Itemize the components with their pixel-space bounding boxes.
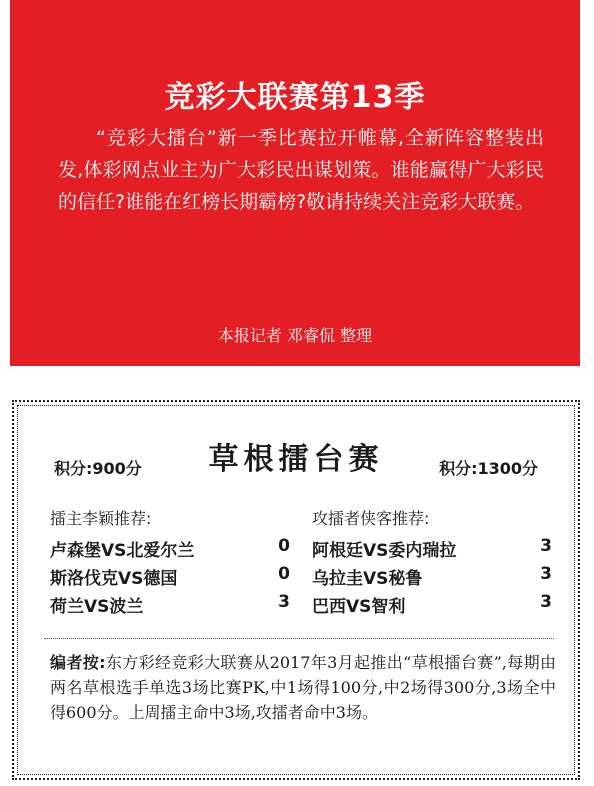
right-match-row — [312, 564, 552, 589]
grassroots-panel — [12, 400, 580, 780]
match-result: 3 — [278, 592, 290, 612]
right-match-row — [312, 592, 552, 617]
right-score: 积分:1300分 — [439, 459, 538, 478]
match-name: 卢森堡VS北爱尔兰 — [50, 541, 195, 561]
challenger-heading: 攻擂者侠客推荐: — [312, 509, 430, 528]
divider — [44, 638, 554, 639]
left-match-row — [50, 536, 290, 561]
match-result: 0 — [278, 564, 290, 584]
match-result: 3 — [540, 592, 552, 612]
match-name: 巴西VS智利 — [312, 597, 406, 617]
champion-heading: 擂主李颖推荐: — [50, 509, 152, 528]
match-result: 3 — [540, 564, 552, 584]
editor-note-text: 东方彩经竞彩大联赛从2017年3月起推出“草根擂台赛”,每期由两名草根选手单选3场比赛PK,中1场得100分,中2场得300分,3场全中得600分。上周擂主命中3场,攻擂者命中3场。 — [50, 653, 556, 722]
left-score: 积分:900分 — [54, 459, 142, 478]
editor-note — [50, 650, 556, 725]
banner-credit: 本报记者 邓睿侃 整理 — [217, 326, 373, 345]
right-match-row — [312, 536, 552, 561]
match-name: 斯洛伐克VS德国 — [50, 569, 178, 589]
intro-banner — [10, 0, 580, 366]
banner-body: “竞彩大擂台”新一季比赛拉开帷幕,全新阵容整装出发,体彩网点业主为广大彩民出谋划策。谁能赢得广大彩民的信任?谁能在红榜长期霸榜?敬请持续关注竞彩大联赛。 — [58, 127, 544, 213]
left-match-row — [50, 564, 290, 589]
match-name: 荷兰VS波兰 — [50, 597, 144, 617]
editor-note-label: 编者按: — [50, 653, 106, 672]
banner-title: 竞彩大联赛第13季 — [164, 80, 426, 115]
match-name: 阿根廷VS委内瑞拉 — [312, 541, 457, 561]
match-result: 0 — [278, 536, 290, 556]
match-name: 乌拉圭VS秘鲁 — [312, 569, 423, 589]
match-result: 3 — [540, 536, 552, 556]
left-match-row — [50, 592, 290, 617]
grassroots-title: 草根擂台赛 — [208, 442, 384, 477]
